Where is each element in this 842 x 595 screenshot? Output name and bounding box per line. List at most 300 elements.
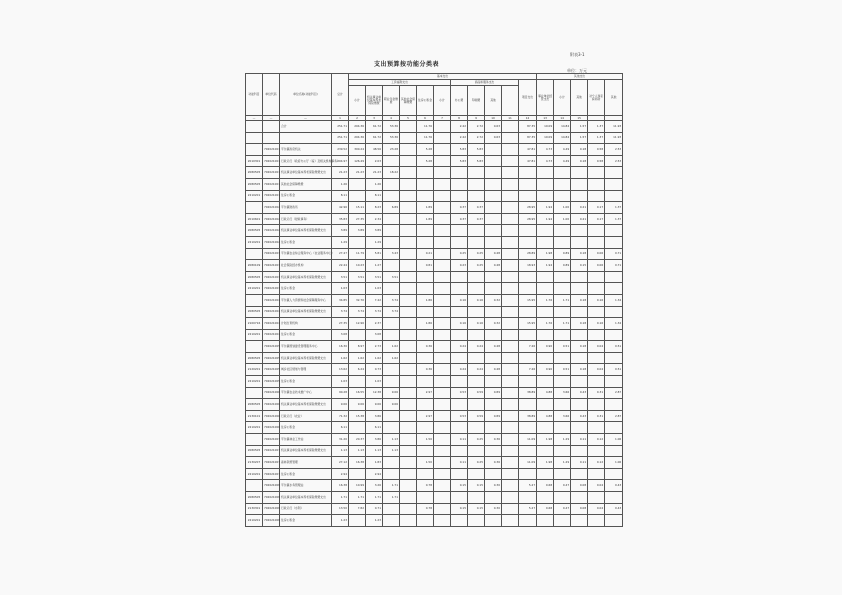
- value-cell: [571, 178, 588, 190]
- value-cell: [383, 283, 400, 295]
- table-row: [246, 329, 623, 341]
- value-cell: 7.82: [349, 503, 366, 515]
- value-cell: 0.47: [554, 480, 571, 492]
- table-row: [246, 213, 623, 225]
- value-cell: 3.74: [349, 306, 366, 318]
- value-cell: 1.26: [332, 178, 349, 190]
- value-cell: [554, 376, 571, 388]
- value-cell: 1.37: [605, 202, 623, 214]
- func-code-cell: 2080505: [246, 352, 263, 364]
- value-cell: [400, 294, 417, 306]
- header-subtotal: 小计: [349, 86, 366, 116]
- value-cell: 1.29: [366, 236, 383, 248]
- value-cell: 3.66: [554, 410, 571, 422]
- value-cell: 5.83: [451, 155, 468, 167]
- value-cell: [400, 306, 417, 318]
- value-cell: 0.36: [417, 364, 434, 376]
- func-code-cell: [246, 294, 263, 306]
- value-cell: 5.27: [519, 480, 537, 492]
- value-cell: [605, 376, 623, 388]
- value-cell: 204.36: [349, 121, 366, 133]
- value-cell: [434, 306, 451, 318]
- unit-code-cell: 702021001: [263, 167, 280, 179]
- value-cell: 87.35: [519, 132, 537, 144]
- value-cell: [519, 167, 537, 179]
- unit-code-cell: 702021004: [263, 294, 280, 306]
- value-cell: 61.72: [366, 132, 383, 144]
- value-cell: [451, 492, 468, 504]
- value-cell: [571, 468, 588, 480]
- value-cell: 2.97: [417, 410, 434, 422]
- unit-code-cell: 702021002: [263, 225, 280, 237]
- value-cell: 19.09: [537, 132, 554, 144]
- value-cell: 0.71: [366, 503, 383, 515]
- value-cell: 0.25: [468, 434, 485, 446]
- value-cell: [502, 434, 519, 446]
- value-cell: [400, 399, 417, 411]
- value-cell: 71.32: [332, 410, 349, 422]
- value-cell: [434, 225, 451, 237]
- value-cell: 0.15: [451, 480, 468, 492]
- value-cell: 5.27: [519, 503, 537, 515]
- value-cell: [451, 399, 468, 411]
- value-cell: 1.62: [349, 352, 366, 364]
- value-cell: 2.72: [468, 121, 485, 133]
- value-cell: 0.32: [485, 318, 502, 330]
- value-cell: [417, 492, 434, 504]
- value-cell: 5.28: [417, 155, 434, 167]
- value-cell: [485, 167, 502, 179]
- value-cell: [571, 492, 588, 504]
- value-cell: 1.26: [366, 178, 383, 190]
- value-cell: [451, 445, 468, 457]
- value-cell: [451, 515, 468, 527]
- value-cell: [537, 422, 554, 434]
- unit-code-cell: 702021006: [263, 422, 280, 434]
- value-cell: [400, 434, 417, 446]
- value-cell: 3.74: [366, 306, 383, 318]
- value-cell: [502, 283, 519, 295]
- value-cell: 11.79: [349, 248, 366, 260]
- unit-code-cell: 702021002: [263, 213, 280, 225]
- table-row: [246, 294, 623, 306]
- value-cell: 1.13: [383, 434, 400, 446]
- value-cell: 0.16: [588, 318, 605, 330]
- value-cell: [605, 225, 623, 237]
- value-cell: 2.72: [468, 132, 485, 144]
- value-cell: 1.27: [366, 260, 383, 272]
- value-cell: [400, 271, 417, 283]
- value-cell: 8.23: [366, 202, 383, 214]
- value-cell: 7.26: [519, 364, 537, 376]
- value-cell: 1.34: [605, 318, 623, 330]
- header-c14: 其他: [605, 80, 623, 116]
- value-cell: [434, 132, 451, 144]
- value-cell: 18.22: [383, 167, 400, 179]
- value-cell: [468, 352, 485, 364]
- value-cell: [434, 178, 451, 190]
- value-cell: [468, 306, 485, 318]
- value-cell: [417, 283, 434, 295]
- value-cell: [434, 144, 451, 156]
- dash-cell: —: [263, 116, 280, 121]
- header-c11: 小计: [554, 80, 571, 116]
- value-cell: 0.17: [588, 213, 605, 225]
- unit-name-cell: 住房公积金: [280, 515, 332, 527]
- value-cell: [588, 190, 605, 202]
- value-cell: [383, 260, 400, 272]
- index-cell: 7: [434, 116, 451, 121]
- value-cell: 0.89: [485, 387, 502, 399]
- value-cell: [417, 445, 434, 457]
- unit-name-cell: 机关事业单位基本养老保险缴费支出: [280, 352, 332, 364]
- value-cell: 4.49: [554, 144, 571, 156]
- unit-name-cell: 机关事业单位基本养老保险缴费支出: [280, 399, 332, 411]
- value-cell: [502, 399, 519, 411]
- value-cell: 11.76: [417, 121, 434, 133]
- value-cell: [417, 236, 434, 248]
- table-row: [246, 121, 623, 133]
- value-cell: 1.71: [366, 492, 383, 504]
- index-cell: 12: [519, 116, 537, 121]
- value-cell: 15.11: [349, 202, 366, 214]
- value-cell: [485, 515, 502, 527]
- value-cell: [434, 121, 451, 133]
- value-cell: 0.31: [588, 387, 605, 399]
- value-cell: 1.76: [537, 318, 554, 330]
- func-code-cell: 2130207: [246, 457, 263, 469]
- value-cell: 35.83: [332, 213, 349, 225]
- value-cell: [502, 422, 519, 434]
- value-cell: 0.51: [554, 341, 571, 353]
- value-cell: 2.03: [366, 155, 383, 167]
- func-code-cell: 2080505: [246, 178, 263, 190]
- value-cell: 0.11: [571, 434, 588, 446]
- unit-name-cell: 行政运行（财政事务）: [280, 213, 332, 225]
- value-cell: 0.23: [451, 260, 468, 272]
- unit-label: 单位：万元: [567, 68, 587, 73]
- value-cell: [588, 167, 605, 179]
- value-cell: [519, 271, 537, 283]
- value-cell: [502, 248, 519, 260]
- value-cell: 1.37: [588, 121, 605, 133]
- value-cell: 7.26: [519, 341, 537, 353]
- table-row: [246, 352, 623, 364]
- value-cell: [588, 225, 605, 237]
- value-cell: 22.44: [332, 260, 349, 272]
- value-cell: [519, 283, 537, 295]
- value-cell: [537, 468, 554, 480]
- value-cell: 1.03: [332, 283, 349, 295]
- value-cell: 16.55: [349, 387, 366, 399]
- value-cell: [468, 399, 485, 411]
- value-cell: [588, 352, 605, 364]
- func-code-cell: 2210201: [246, 376, 263, 388]
- value-cell: [605, 283, 623, 295]
- value-cell: [417, 306, 434, 318]
- unit-code-cell: 702021003: [263, 260, 280, 272]
- table-row: [246, 492, 623, 504]
- value-cell: [502, 213, 519, 225]
- header-personnel-group: 工资福利支出: [349, 80, 451, 86]
- func-code-cell: 2080109: [246, 260, 263, 272]
- func-code-cell: 2210201: [246, 236, 263, 248]
- value-cell: 0.25: [451, 248, 468, 260]
- value-cell: 0.36: [485, 457, 502, 469]
- value-cell: [571, 167, 588, 179]
- value-cell: 32.70: [349, 294, 366, 306]
- value-cell: 0.21: [571, 213, 588, 225]
- value-cell: 1.29: [554, 457, 571, 469]
- value-cell: 3.08: [366, 329, 383, 341]
- value-cell: [485, 422, 502, 434]
- value-cell: [400, 503, 417, 515]
- header-basic-group: 基本支出: [349, 74, 537, 80]
- header-public-group: 商品和服务支出: [451, 80, 519, 86]
- value-cell: 87.35: [519, 121, 537, 133]
- value-cell: 47.81: [519, 155, 537, 167]
- value-cell: 28.95: [519, 202, 537, 214]
- unit-code-cell: 702021002: [263, 236, 280, 248]
- value-cell: 11.93: [605, 121, 623, 133]
- value-cell: 6.11: [332, 422, 349, 434]
- value-cell: [383, 213, 400, 225]
- value-cell: [383, 376, 400, 388]
- value-cell: [605, 445, 623, 457]
- index-cell: 11: [502, 116, 519, 121]
- value-cell: 10.99: [349, 480, 366, 492]
- value-cell: [502, 190, 519, 202]
- unit-code-cell: 702021003: [263, 248, 280, 260]
- value-cell: 16.30: [332, 341, 349, 353]
- value-cell: [502, 376, 519, 388]
- value-cell: [502, 480, 519, 492]
- value-cell: 0.24: [451, 364, 468, 376]
- value-cell: [605, 190, 623, 202]
- header-c7: 印刷费: [468, 86, 485, 116]
- value-cell: [417, 271, 434, 283]
- unit-code-cell: 702021007: [263, 468, 280, 480]
- value-cell: [502, 294, 519, 306]
- table-row: [246, 178, 623, 190]
- index-cell: 3: [366, 116, 383, 121]
- unit-name-cell: 行政运行（水利）: [280, 503, 332, 515]
- table-row: [246, 364, 623, 376]
- value-cell: 0.30: [485, 503, 502, 515]
- value-cell: 0.51: [554, 364, 571, 376]
- value-cell: [605, 399, 623, 411]
- value-cell: [519, 236, 537, 248]
- value-cell: 3.51: [366, 271, 383, 283]
- value-cell: 5.83: [468, 155, 485, 167]
- value-cell: 3.86: [366, 410, 383, 422]
- table-row: [246, 202, 623, 214]
- unit-name-cell: 森林资源管理: [280, 457, 332, 469]
- func-code-cell: [246, 387, 263, 399]
- value-cell: [588, 492, 605, 504]
- value-cell: [417, 515, 434, 527]
- value-cell: [400, 213, 417, 225]
- value-cell: 0.48: [485, 341, 502, 353]
- value-cell: 0.04: [588, 480, 605, 492]
- value-cell: 0.12: [588, 434, 605, 446]
- value-cell: [434, 294, 451, 306]
- value-cell: [400, 492, 417, 504]
- unit-name-cell: 行政运行（农业）: [280, 410, 332, 422]
- value-cell: [571, 190, 588, 202]
- value-cell: [383, 329, 400, 341]
- value-cell: 3.89: [332, 225, 349, 237]
- value-cell: 2.42: [451, 132, 468, 144]
- table-row: [246, 422, 623, 434]
- value-cell: 1.29: [554, 434, 571, 446]
- value-cell: 0.21: [417, 248, 434, 260]
- value-cell: 1.23: [366, 515, 383, 527]
- value-cell: 14.84: [554, 132, 571, 144]
- value-cell: [519, 352, 537, 364]
- value-cell: [434, 283, 451, 295]
- value-cell: 1.34: [605, 294, 623, 306]
- value-cell: 9.06: [366, 399, 383, 411]
- table-row: [246, 318, 623, 330]
- value-cell: 0.47: [554, 503, 571, 515]
- value-cell: 6.24: [349, 364, 366, 376]
- table-row: [246, 376, 623, 388]
- value-cell: [537, 329, 554, 341]
- index-cell: 13: [537, 116, 554, 121]
- value-cell: [605, 236, 623, 248]
- value-cell: [502, 329, 519, 341]
- unit-name-cell: 机关事业单位基本养老保险缴费支出: [280, 306, 332, 318]
- value-cell: 1.00: [554, 213, 571, 225]
- unit-name-cell: 平乐镇水务管理站: [280, 480, 332, 492]
- value-cell: [554, 422, 571, 434]
- value-cell: 0.78: [417, 503, 434, 515]
- func-code-cell: 2080505: [246, 271, 263, 283]
- value-cell: [502, 341, 519, 353]
- value-cell: 1.00: [554, 202, 571, 214]
- value-cell: [588, 283, 605, 295]
- value-cell: [417, 225, 434, 237]
- unit-code-cell: 702021008: [263, 515, 280, 527]
- value-cell: [571, 329, 588, 341]
- func-code-cell: [246, 434, 263, 446]
- value-cell: [400, 167, 417, 179]
- index-cell: 9: [468, 116, 485, 121]
- value-cell: [417, 399, 434, 411]
- table-row: [246, 190, 623, 202]
- value-cell: 251.71: [332, 121, 349, 133]
- value-cell: [400, 480, 417, 492]
- value-cell: [468, 271, 485, 283]
- value-cell: [400, 190, 417, 202]
- value-cell: [451, 225, 468, 237]
- value-cell: [383, 225, 400, 237]
- unit-code-cell: [263, 132, 280, 144]
- header-total: 总计: [332, 74, 349, 116]
- value-cell: [434, 202, 451, 214]
- value-cell: [554, 271, 571, 283]
- index-cell: 8: [451, 116, 468, 121]
- unit-code-cell: 702021006: [263, 387, 280, 399]
- value-cell: 1.62: [383, 352, 400, 364]
- value-cell: [383, 457, 400, 469]
- value-cell: [502, 236, 519, 248]
- value-cell: 1.71: [554, 294, 571, 306]
- value-cell: [451, 422, 468, 434]
- value-cell: 8.11: [332, 190, 349, 202]
- value-cell: [502, 202, 519, 214]
- value-cell: 0.06: [588, 248, 605, 260]
- value-cell: [485, 329, 502, 341]
- value-cell: [502, 155, 519, 167]
- unit-code-cell: 702021005: [263, 341, 280, 353]
- value-cell: [571, 225, 588, 237]
- table-row: [246, 445, 623, 457]
- value-cell: 0.89: [554, 248, 571, 260]
- func-code-cell: 2210201: [246, 329, 263, 341]
- value-cell: 1.86: [417, 318, 434, 330]
- value-cell: [588, 399, 605, 411]
- unit-code-cell: [263, 121, 280, 133]
- func-code-cell: 2080505: [246, 225, 263, 237]
- header-func-code: 功能科目: [246, 74, 263, 116]
- unit-code-cell: 702021006: [263, 410, 280, 422]
- value-cell: 47.81: [519, 144, 537, 156]
- value-cell: 1.13: [349, 445, 366, 457]
- value-cell: 1.86: [417, 294, 434, 306]
- value-cell: 1.71: [349, 492, 366, 504]
- value-cell: [434, 515, 451, 527]
- unit-code-cell: 702021004: [263, 318, 280, 330]
- header-c3: 其他社会保障缴费: [400, 86, 417, 116]
- value-cell: [468, 376, 485, 388]
- value-cell: 11.93: [605, 132, 623, 144]
- value-cell: 15.38: [349, 410, 366, 422]
- table-row: [246, 283, 623, 295]
- value-cell: 0.53: [451, 410, 468, 422]
- func-code-cell: [246, 480, 263, 492]
- value-cell: [537, 352, 554, 364]
- value-cell: 3.89: [349, 225, 366, 237]
- value-cell: [434, 445, 451, 457]
- value-cell: 0.06: [588, 260, 605, 272]
- value-cell: 0.43: [605, 503, 623, 515]
- value-cell: [349, 515, 366, 527]
- value-cell: [468, 515, 485, 527]
- value-cell: 2.53: [605, 155, 623, 167]
- value-cell: 0.43: [571, 387, 588, 399]
- value-cell: 204.97: [332, 155, 349, 167]
- value-cell: [451, 190, 468, 202]
- value-cell: [485, 445, 502, 457]
- value-cell: 0.63: [485, 121, 502, 133]
- value-cell: [417, 468, 434, 480]
- value-cell: [349, 178, 366, 190]
- value-cell: 0.90: [537, 364, 554, 376]
- value-cell: [605, 352, 623, 364]
- value-cell: 0.04: [588, 503, 605, 515]
- unit-name-cell: 行政运行（政府办公厅（室）及相关机构事务）: [280, 155, 332, 167]
- value-cell: [554, 399, 571, 411]
- value-cell: [468, 329, 485, 341]
- value-cell: 1.50: [417, 457, 434, 469]
- table-number: 附表3-1: [570, 52, 585, 57]
- value-cell: 2.87: [605, 410, 623, 422]
- header-c1: 机关事业单位基本养老保险缴费: [366, 86, 383, 116]
- value-cell: [383, 318, 400, 330]
- value-cell: 0.51: [605, 364, 623, 376]
